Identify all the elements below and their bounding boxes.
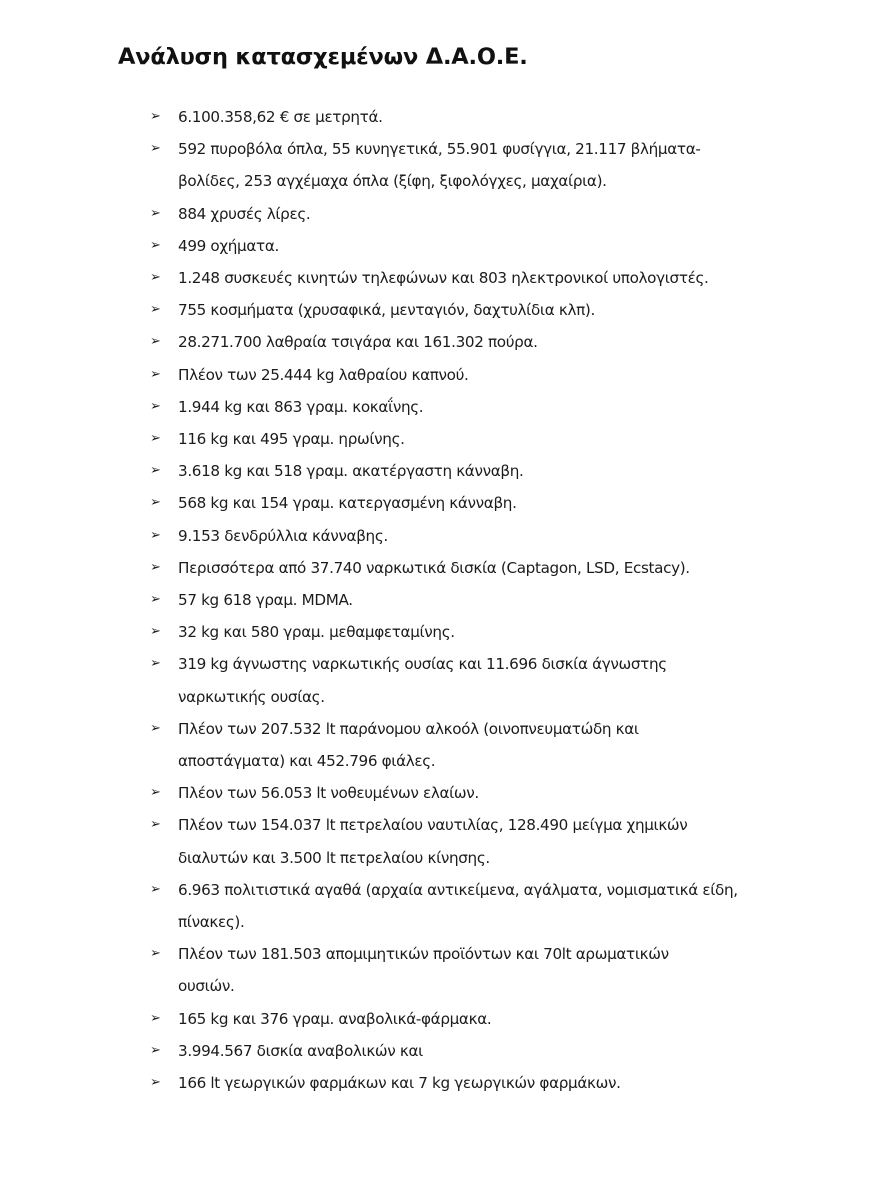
arrow-bullet-icon: ➢ [150,495,161,511]
list-item-text: 32 kg και 580 γραμ. μεθαμφεταμίνης. [178,623,455,642]
list-item [150,391,770,423]
list-item [150,938,723,1002]
arrow-bullet-icon: ➢ [150,817,161,833]
list-item-text: Πλέον των 181.503 απομιμητικών προϊόντων και 70lt αρωματικών ουσιών. [178,945,669,996]
list-item-text: 9.153 δενδρύλλια κάνναβης. [178,526,388,545]
list-item [150,809,743,873]
list-item [150,101,770,133]
list-item-text: 116 kg και 495 γραμ. ηρωίνης. [178,430,405,449]
list-item-text: Περισσότερα από 37.740 ναρκωτικά δισκία (Captagon, LSD, Ecstacy). [178,558,690,577]
seized-items-list [150,101,770,1099]
arrow-bullet-icon: ➢ [150,656,161,672]
list-item [150,713,698,777]
arrow-bullet-icon: ➢ [150,946,161,962]
list-item [150,1035,770,1067]
list-item-text: 6.100.358,62 € σε μετρητά. [178,108,383,126]
page-title: Ανάλυση κατασχεμένων Δ.Α.Ο.Ε. [118,44,528,70]
list-item-text: 499 οχήματα. [178,236,279,255]
list-item-text: 884 χρυσές λίρες. [178,204,311,223]
arrow-bullet-icon: ➢ [150,109,161,124]
list-item [150,423,770,455]
list-item-text: Πλέον των 207.532 lt παράνομου αλκοόλ (οινοπνευματώδη και αποστάγματα) και 452.796 φιάλες. [178,719,639,771]
list-item [150,326,770,358]
list-item-text: 1.248 συσκευές κινητών τηλεφώνων και 803 ηλεκτρονικοί υπολογιστές. [178,269,709,288]
list-item [150,487,770,519]
list-item [150,133,753,197]
arrow-bullet-icon: ➢ [150,785,161,801]
list-item-text: Πλέον των 154.037 lt πετρελαίου ναυτιλίας, 128.490 μείγμα χημικών διαλυτών και 3.500 lt πετρελαίου κίνησης. [178,816,688,867]
arrow-bullet-icon: ➢ [150,1010,161,1026]
list-item-text: Πλέον των 56.053 lt νοθευμένων ελαίων. [178,784,479,803]
arrow-bullet-icon: ➢ [150,1042,161,1058]
arrow-bullet-icon: ➢ [150,881,161,897]
list-item-text: 592 πυροβόλα όπλα, 55 κυνηγετικά, 55.901 φυσίγγια, 21.117 βλήματα-βολίδες, 253 αγχέμαχα όπλα (ξίφη, ξιφολόγχες, μαχαίρια). [178,140,701,191]
list-item-text: 166 lt γεωργικών φαρμάκων και 7 kg γεωργικών φαρμάκων. [178,1074,621,1093]
arrow-bullet-icon: ➢ [150,141,161,157]
arrow-bullet-icon: ➢ [150,270,161,286]
arrow-bullet-icon: ➢ [150,624,161,640]
arrow-bullet-icon: ➢ [150,302,161,318]
list-item-text: 755 κοσμήματα (χρυσαφικά, μενταγιόν, δαχτυλίδια κλπ). [178,301,595,320]
list-item-text: 3.994.567 δισκία αναβολικών και [178,1041,423,1060]
arrow-bullet-icon: ➢ [150,237,161,253]
arrow-bullet-icon: ➢ [150,366,161,382]
arrow-bullet-icon: ➢ [150,398,161,414]
arrow-bullet-icon: ➢ [150,720,161,736]
arrow-bullet-icon: ➢ [150,559,161,575]
list-item [150,455,770,487]
arrow-bullet-icon: ➢ [150,334,161,350]
arrow-bullet-icon: ➢ [150,592,161,608]
list-item-text: 568 kg και 154 γραμ. κατεργασμένη κάνναβη. [178,494,517,513]
list-item [150,648,678,712]
list-item [150,1003,770,1035]
arrow-bullet-icon: ➢ [150,527,161,543]
list-item [150,294,770,326]
list-item-text: 165 kg και 376 γραμ. αναβολικά-φάρμακα. [178,1009,492,1028]
list-item [150,552,770,584]
list-item-text: 319 kg άγνωστης ναρκωτικής ουσίας και 11.696 δισκία άγνωστης ναρκωτικής ουσίας. [178,655,667,706]
arrow-bullet-icon: ➢ [150,1075,161,1091]
list-item-text: 28.271.700 λαθραία τσιγάρα και 161.302 πούρα. [178,333,538,352]
list-item [150,262,770,294]
list-item [150,874,743,938]
list-item [150,1067,770,1099]
list-item [150,616,770,648]
list-item-text: 6.963 πολιτιστικά αγαθά (αρχαία αντικείμενα, αγάλματα, νομισματικά είδη, πίνακες). [178,880,738,932]
list-item-text: 57 kg 618 γραμ. MDMA. [178,591,353,610]
list-item [150,359,770,391]
list-item [150,230,770,262]
list-item [150,520,770,552]
list-item-text: 3.618 kg και 518 γραμ. ακατέργαστη κάνναβη. [178,462,524,481]
arrow-bullet-icon: ➢ [150,205,161,221]
list-item [150,584,770,616]
list-item-text: 1.944 kg και 863 γραμ. κοκαΐνης. [178,397,424,416]
list-item [150,777,770,809]
list-item-text: Πλέον των 25.444 kg λαθραίου καπνού. [178,365,469,384]
list-item [150,198,770,230]
arrow-bullet-icon: ➢ [150,463,161,479]
arrow-bullet-icon: ➢ [150,431,161,447]
